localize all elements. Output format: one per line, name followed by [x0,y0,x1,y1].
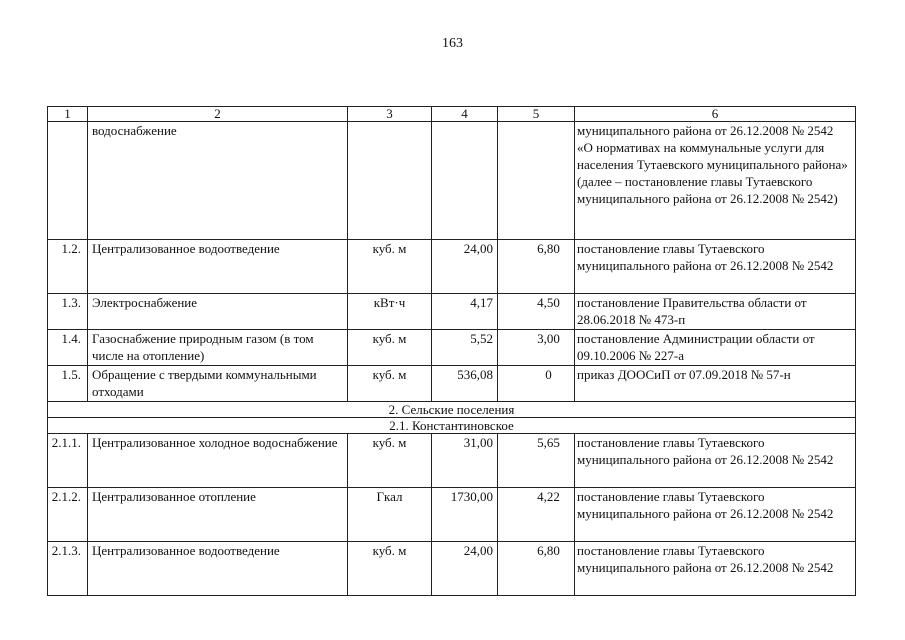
table-header-row [48,107,856,122]
service-name: Электроснабжение [88,294,348,330]
header-cell: 4 [432,107,498,122]
unit: Гкал [348,488,432,542]
norm-value: 4,17 [432,294,498,330]
row-number: 2.1.3. [48,542,88,596]
unit: куб. м [348,330,432,366]
rate-value: 4,50 [498,294,575,330]
service-name: Централизованное отопление [88,488,348,542]
rate-value: 3,00 [498,330,575,366]
unit: кВт·ч [348,294,432,330]
table-row [48,366,856,402]
rate-value: 6,80 [498,542,575,596]
rate-value: 5,65 [498,434,575,488]
legal-basis: постановление Правительства области от 28.06.2018 № 473-п [575,294,856,330]
norm-value: 24,00 [432,240,498,294]
unit: куб. м [348,366,432,402]
section-title: 2. Сельские поселения [48,402,856,418]
table-row [48,488,856,542]
unit: куб. м [348,434,432,488]
rate-value [498,122,575,240]
norm-value [432,122,498,240]
row-number: 2.1.2. [48,488,88,542]
header-cell: 1 [48,107,88,122]
header-cell: 5 [498,107,575,122]
row-number [48,122,88,240]
legal-basis: постановление Администрации области от 09.10.2006 № 227-а [575,330,856,366]
legal-basis: постановление главы Тутаевского муниципального района от 26.12.2008 № 2542 [575,240,856,294]
header-cell: 3 [348,107,432,122]
service-name: Газоснабжение природным газом (в том числе на отопление) [88,330,348,366]
table-row [48,542,856,596]
tariff-table [47,106,856,596]
service-name: Обращение с твердыми коммунальными отходами [88,366,348,402]
header-cell: 2 [88,107,348,122]
table-row [48,240,856,294]
rate-value: 0 [498,366,575,402]
subsection-row [48,418,856,434]
norm-value: 536,08 [432,366,498,402]
rate-value: 4,22 [498,488,575,542]
unit: куб. м [348,240,432,294]
norm-value: 1730,00 [432,488,498,542]
norm-value: 5,52 [432,330,498,366]
legal-basis: постановление главы Тутаевского муниципального района от 26.12.2008 № 2542 [575,542,856,596]
unit [348,122,432,240]
service-name: Централизованное водоотведение [88,542,348,596]
norm-value: 24,00 [432,542,498,596]
norm-value: 31,00 [432,434,498,488]
service-name: Централизованное холодное водоснабжение [88,434,348,488]
row-number: 2.1.1. [48,434,88,488]
header-cell: 6 [575,107,856,122]
legal-basis: постановление главы Тутаевского муниципального района от 26.12.2008 № 2542 [575,488,856,542]
row-number: 1.3. [48,294,88,330]
table-row [48,434,856,488]
legal-basis: муниципального района от 26.12.2008 № 2542 «О нормативах на коммунальные услуги для населения Тутаевского муниципального района» (далее – постановление главы Тутаевского муниципального района от 26.12.2008 № 2542) [575,122,856,240]
unit: куб. м [348,542,432,596]
service-name: Централизованное водоотведение [88,240,348,294]
row-number: 1.5. [48,366,88,402]
section-row [48,402,856,418]
subsection-title: 2.1. Константиновское [48,418,856,434]
table-row [48,294,856,330]
rate-value: 6,80 [498,240,575,294]
table-row [48,330,856,366]
row-number: 1.2. [48,240,88,294]
table-row [48,122,856,240]
legal-basis: постановление главы Тутаевского муниципального района от 26.12.2008 № 2542 [575,434,856,488]
row-number: 1.4. [48,330,88,366]
page-number: 163 [442,36,463,51]
service-name: водоснабжение [88,122,348,240]
legal-basis: приказ ДООСиП от 07.09.2018 № 57-н [575,366,856,402]
